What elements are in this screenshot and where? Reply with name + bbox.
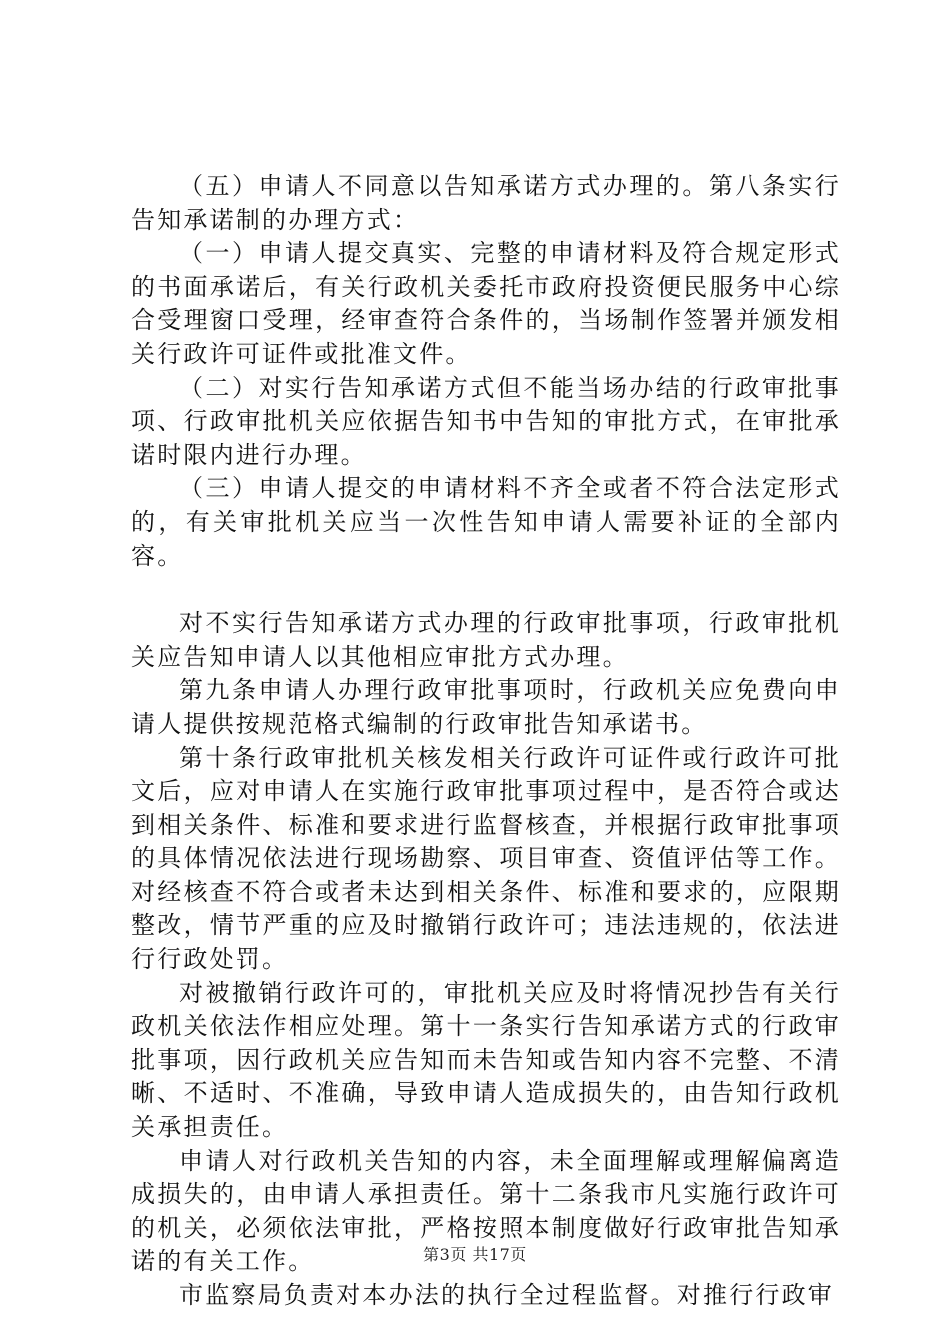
document-body [131, 170, 841, 1313]
paragraph-supervision: 市监察局负责对本办法的执行全过程监督。对推行行政审 [179, 1281, 834, 1309]
paragraph-article-9: 第九条申请人办理行政审批事项时，行政机关应免费向申请人提供按规范格式编制的行政审批告知承诺书。 [131, 676, 841, 738]
paragraph-applicant-article-12: 申请人对行政机关告知的内容，未全面理解或理解偏离造成损失的，由申请人承担责任。第十二条我市凡实施行政许可的机关，必须依法审批，严格按照本制度做好行政审批告知承诺的有关工作。 [131, 1146, 841, 1276]
paragraph-non-commitment: 对不实行告知承诺方式办理的行政审批事项，行政审批机关应告知申请人以其他相应审批方式办理。 [131, 609, 841, 671]
paragraph-item-5: （五）申请人不同意以告知承诺方式办理的。第八条实行告知承诺制的办理方式： [131, 172, 841, 234]
paragraph-article-10: 第十条行政审批机关核发相关行政许可证件或行政许可批文后，应对申请人在实施行政审批事项过程中，是否符合或达到相关条件、标准和要求进行监督核查，并根据行政审批事项的具体情况依法进行现场勘察、项目审查、资值评估等工作。对经核查不符合或者未达到相关条件、标准和要求的，应限期整改，情节严重的应及时撤销行政许可；违法违规的，依法进行行政处罚。 [131, 743, 841, 974]
paragraph-item-3: （三）申请人提交的申请材料不齐全或者不符合法定形式的，有关审批机关应当一次性告知申请人需要补证的全部内容。 [131, 474, 841, 570]
paragraph-item-1: （一）申请人提交真实、完整的申请材料及符合规定形式的书面承诺后，有关行政机关委托市政府投资便民服务中心综合受理窗口受理，经审查符合条件的，当场制作签署并颁发相关行政许可证件或批准文件。 [131, 239, 841, 368]
paragraph-item-2: （二）对实行告知承诺方式但不能当场办结的行政审批事项、行政审批机关应依据告知书中告知的审批方式，在审批承诺时限内进行办理。 [131, 373, 841, 469]
paragraph-revocation-article-11: 对被撤销行政许可的，审批机关应及时将情况抄告有关行政机关依法作相应处理。第十一条实行告知承诺方式的行政审批事项，因行政机关应告知而未告知或告知内容不完整、不清晰、不适时、不准确，导致申请人造成损失的，由告知行政机关承担责任。 [131, 978, 841, 1142]
page-footer: 第3页 共17页 [423, 1245, 527, 1264]
